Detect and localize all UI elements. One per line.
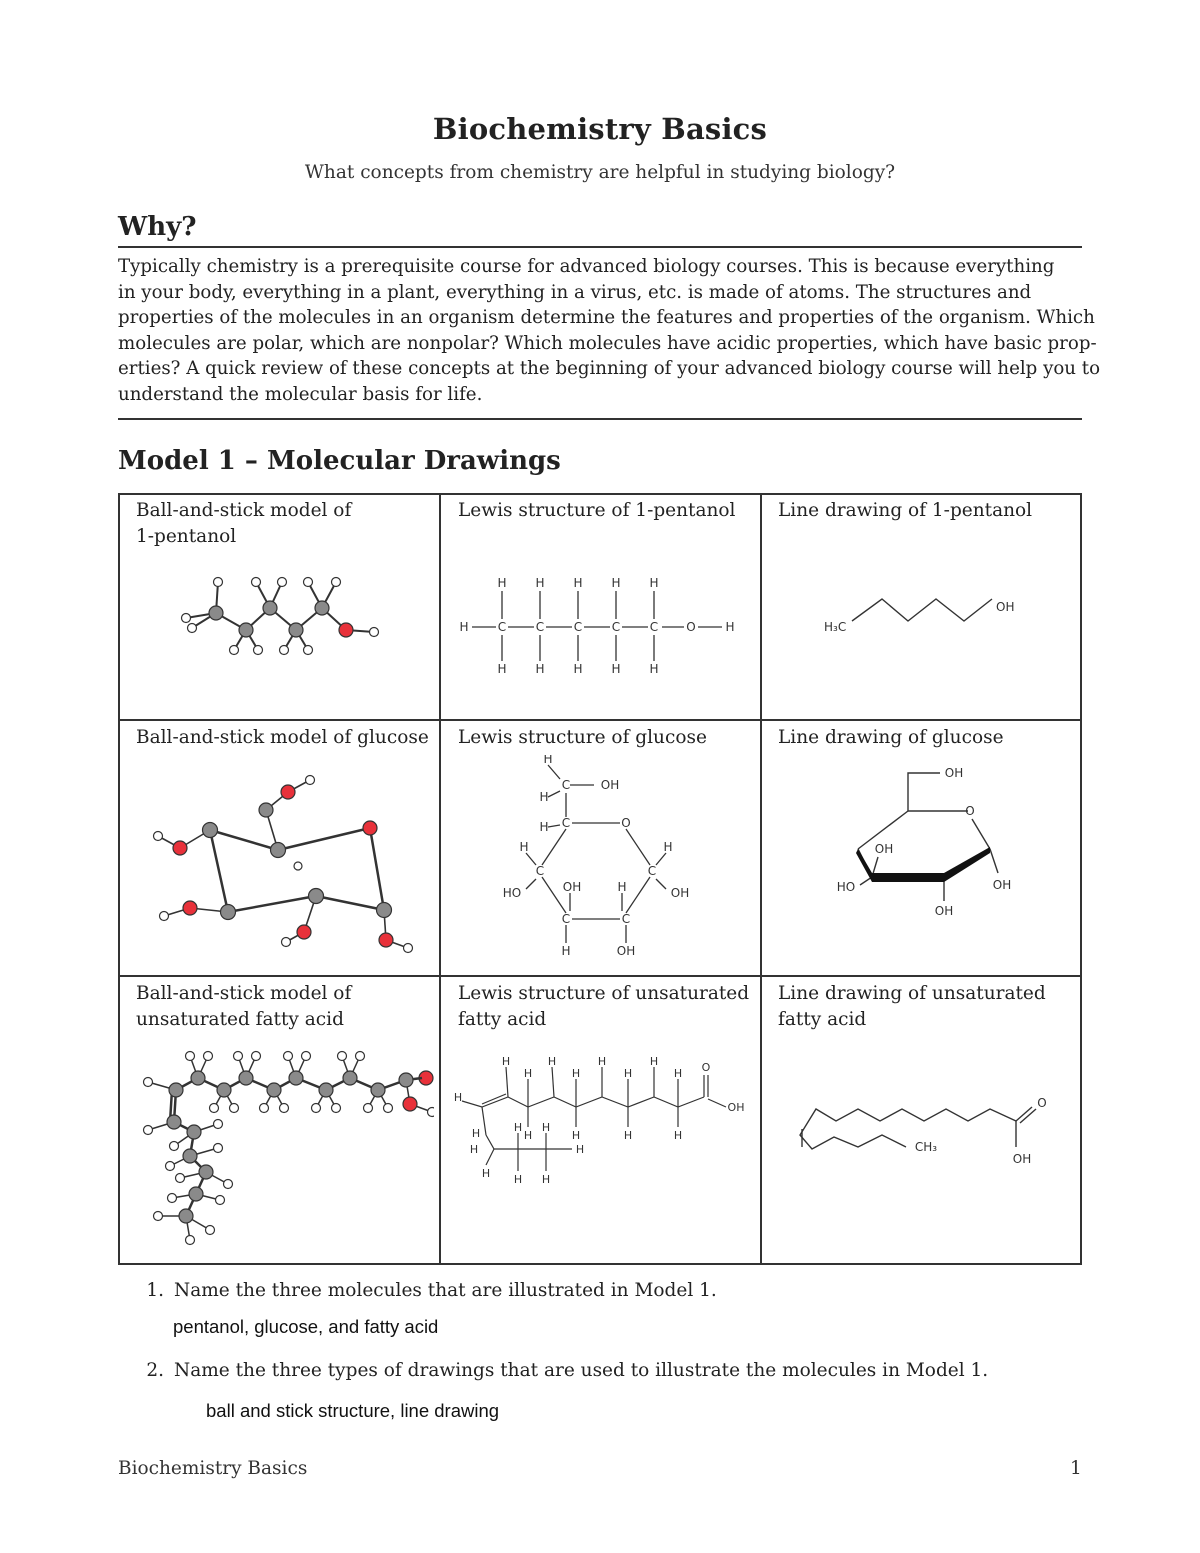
svg-text:HO: HO: [836, 880, 856, 894]
svg-text:O: O: [686, 620, 696, 634]
svg-text:H: H: [453, 1091, 463, 1104]
svg-text:H: H: [611, 662, 621, 676]
svg-text:OH: OH: [874, 842, 894, 856]
cell-label-line-pentanol: Line drawing of 1-pentanol: [778, 500, 1033, 521]
ball-and-stick-fatty-acid: [134, 1048, 434, 1258]
svg-text:H: H: [535, 662, 545, 676]
why-line: erties? A quick review of these concepts at the beginning of your advanced biology course will help you to: [118, 358, 1101, 379]
cell-label-ballstick-fatty-acid: Ball-and-stick model of unsaturated fatty acid: [136, 983, 352, 1030]
svg-text:C: C: [535, 864, 545, 878]
question-1: 1. Name the three molecules that are illustrated in Model 1.: [146, 1280, 717, 1301]
svg-text:H: H: [513, 1173, 523, 1186]
svg-text:O: O: [965, 804, 975, 818]
lewis-glucose: [490, 755, 730, 965]
svg-text:CH₃: CH₃: [914, 1140, 938, 1154]
why-line: molecules are polar, which are nonpolar? Which molecules have acidic properties, which have basic prop-: [118, 332, 1097, 354]
svg-text:H: H: [571, 1067, 581, 1080]
svg-text:OH: OH: [562, 880, 582, 894]
model-heading: Model 1 – Molecular Drawings: [118, 446, 561, 476]
why-line: in your body, everything in a plant, everything in a virus, etc. is made of atoms. The structures and: [118, 281, 1032, 303]
cell-label-ballstick-glucose: Ball-and-stick model of glucose: [136, 727, 429, 748]
why-paragraph: [118, 254, 1101, 407]
svg-text:H: H: [539, 820, 549, 834]
ball-and-stick-pentanol: [168, 568, 408, 678]
svg-text:H: H: [725, 620, 735, 634]
svg-text:OH: OH: [996, 600, 1015, 614]
svg-text:H: H: [649, 662, 659, 676]
cell-label-lewis-pentanol: Lewis structure of 1-pentanol: [458, 500, 736, 521]
why-line: Typically chemistry is a prerequisite course for advanced biology courses. This is because everything: [118, 256, 1055, 277]
svg-text:H: H: [519, 840, 529, 854]
svg-text:OH: OH: [616, 944, 636, 958]
svg-text:H: H: [673, 1067, 683, 1080]
svg-text:OH: OH: [944, 766, 964, 780]
svg-text:H: H: [469, 1143, 479, 1156]
svg-text:H: H: [539, 790, 549, 804]
svg-text:OH: OH: [600, 778, 620, 792]
svg-text:H: H: [497, 576, 507, 590]
svg-text:OH: OH: [1012, 1152, 1032, 1166]
cell-label-line-fatty-acid: Line drawing of unsaturated fatty acid: [778, 983, 1046, 1030]
why-top-rule: [118, 246, 1082, 248]
svg-text:OH: OH: [670, 886, 690, 900]
svg-text:H: H: [649, 1055, 659, 1068]
svg-text:H: H: [649, 576, 659, 590]
svg-text:H: H: [617, 880, 627, 894]
table-border-top: [118, 493, 1082, 495]
svg-text:H: H: [471, 1127, 481, 1140]
svg-text:OH: OH: [727, 1101, 745, 1114]
svg-text:H: H: [535, 576, 545, 590]
line-drawing-glucose: [818, 761, 1068, 961]
svg-text:O: O: [621, 816, 631, 830]
svg-text:H: H: [673, 1129, 683, 1142]
svg-text:H: H: [571, 1129, 581, 1142]
why-bottom-rule: [118, 418, 1082, 420]
svg-text:H: H: [575, 1143, 585, 1156]
page-title: Biochemistry Basics: [432, 112, 768, 146]
svg-text:O: O: [1037, 1096, 1047, 1110]
cell-label-lewis-fatty-acid: Lewis structure of unsaturated fatty acid: [458, 983, 750, 1030]
svg-text:H: H: [541, 1121, 551, 1134]
svg-text:H: H: [561, 944, 571, 958]
svg-text:O: O: [701, 1061, 711, 1074]
page-number: 1: [1070, 1458, 1082, 1479]
svg-text:C: C: [561, 816, 571, 830]
page-subtitle: What concepts from chemistry are helpful in studying biology?: [304, 162, 896, 183]
table-row-divider: [118, 975, 1082, 977]
svg-text:C: C: [561, 778, 571, 792]
table-col-divider: [439, 493, 441, 1265]
svg-text:H: H: [513, 1121, 523, 1134]
answer-1: pentanol, glucose, and fatty acid: [173, 1316, 439, 1337]
svg-text:H₃C: H₃C: [824, 620, 847, 634]
cell-label-ballstick-pentanol: Ball-and-stick model of 1-pentanol: [136, 500, 352, 547]
table-border-left: [118, 493, 120, 1265]
svg-text:C: C: [497, 620, 507, 634]
svg-text:H: H: [663, 840, 673, 854]
table-col-divider: [760, 493, 762, 1265]
svg-text:C: C: [535, 620, 545, 634]
svg-text:H: H: [523, 1067, 533, 1080]
svg-text:C: C: [573, 620, 583, 634]
svg-text:C: C: [647, 864, 657, 878]
svg-text:H: H: [541, 1173, 551, 1186]
svg-text:H: H: [623, 1129, 633, 1142]
svg-text:H: H: [611, 576, 621, 590]
svg-text:H: H: [459, 620, 469, 634]
table-border-right: [1080, 493, 1082, 1265]
footer-title: Biochemistry Basics: [118, 1458, 308, 1479]
svg-text:H: H: [481, 1167, 491, 1180]
question-2: 2. Name the three types of drawings that are used to illustrate the molecules in Model 1.: [146, 1360, 989, 1381]
table-border-bottom: [118, 1263, 1082, 1265]
svg-text:H: H: [497, 662, 507, 676]
lewis-fatty-acid: [446, 1053, 756, 1193]
svg-text:OH: OH: [992, 878, 1012, 892]
line-drawing-fatty-acid: [778, 1083, 1078, 1183]
svg-text:OH: OH: [934, 904, 954, 918]
svg-text:H: H: [547, 1055, 557, 1068]
lewis-pentanol: [452, 573, 752, 683]
svg-text:H: H: [573, 576, 583, 590]
ball-and-stick-glucose: [144, 758, 434, 958]
svg-text:H: H: [623, 1067, 633, 1080]
cell-label-line-glucose: Line drawing of glucose: [778, 727, 1004, 748]
svg-text:C: C: [621, 912, 631, 926]
svg-text:H: H: [573, 662, 583, 676]
svg-text:C: C: [561, 912, 571, 926]
answer-2: ball and stick structure, line drawing: [206, 1400, 500, 1421]
svg-text:H: H: [597, 1055, 607, 1068]
cell-label-lewis-glucose: Lewis structure of glucose: [458, 727, 707, 748]
why-line: properties of the molecules in an organism determine the features and properties of the organism. Which: [118, 307, 1095, 328]
svg-text:H: H: [543, 755, 553, 766]
why-line: understand the molecular basis for life.: [118, 383, 483, 405]
model-table: [118, 493, 1082, 1265]
svg-text:C: C: [649, 620, 659, 634]
svg-text:C: C: [611, 620, 621, 634]
line-drawing-pentanol: [808, 583, 1068, 653]
table-row-divider: [118, 719, 1082, 721]
svg-text:HO: HO: [502, 886, 522, 900]
svg-text:H: H: [523, 1129, 533, 1142]
svg-text:H: H: [501, 1055, 511, 1068]
why-heading: Why?: [118, 212, 197, 242]
